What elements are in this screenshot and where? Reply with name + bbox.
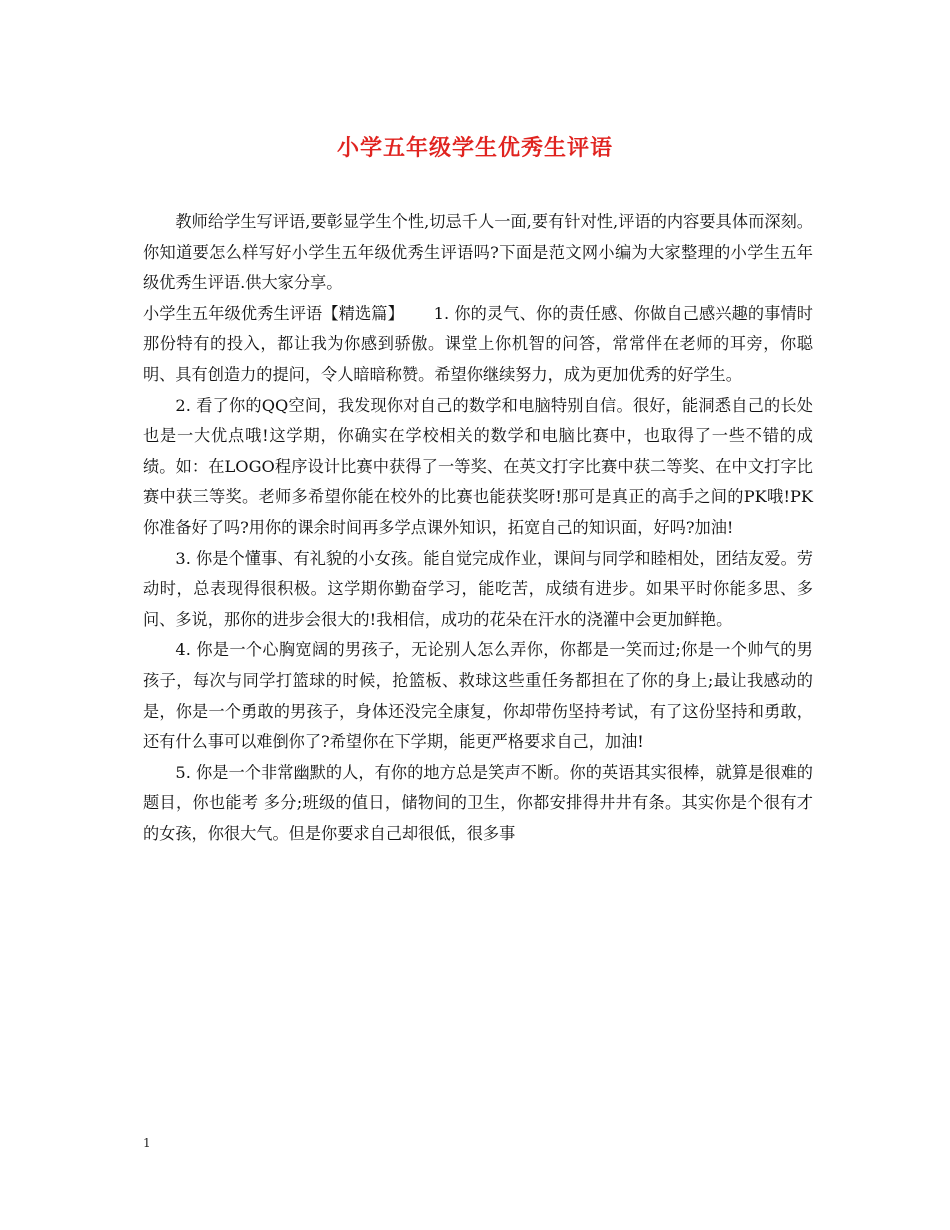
comment-paragraph-5: 5. 你是一个非常幽默的人，有你的地方总是笑声不断。你的英语其实很棒，就算是很难的题目，你也能考 多分;班级的值日，储物间的卫生，你都安排得井井有条。其实你是个很有才的女孩，你很大气。但是你要求自己却很低，很多事	[143, 762, 813, 843]
document-title: 小学五年级学生优秀生评语	[336, 135, 613, 161]
document-body	[143, 207, 813, 849]
comment-paragraph-1: 小学生五年级优秀生评语【精选篇】 1. 你的灵气、你的责任感、你做自己感兴趣的事情时那份特有的投入，都让我为你感到骄傲。课堂上你机智的问答，常常伴在老师的耳旁，你聪明、具有创造力的提问，令人暗暗称赞。希望你继续努力，成为更加优秀的好学生。	[143, 303, 813, 384]
comment-paragraph-3: 3. 你是个懂事、有礼貌的小女孩。能自觉完成作业，课间与同学和睦相处，团结友爱。劳动时，总表现得很积极。这学期你勤奋学习，能吃苦，成绩有进步。如果平时你能多思、多问、多说，那你的进步会很大的!我相信，成功的花朵在汗水的浇灌中会更加鲜艳。	[143, 548, 813, 629]
page-number: 1	[143, 1136, 151, 1150]
intro-paragraph: 教师给学生写评语,要彰显学生个性,切忌千人一面,要有针对性,评语的内容要具体而深刻。你知道要怎么样写好小学生五年级优秀生评语吗?下面是范文网小编为大家整理的小学生五年级优秀生评语.供大家分享。	[143, 212, 813, 293]
comment-paragraph-2: 2. 看了你的QQ空间，我发现你对自己的数学和电脑特别自信。很好，能洞悉自己的长处也是一大优点哦!这学期，你确实在学校相关的数学和电脑比赛中，也取得了一些不错的成绩。如：在LOGO程序设计比赛中获得了一等奖、在英文打字比赛中获二等奖、在中文打字比赛中获三等奖。老师多希望你能在校外的比赛也能获奖呀!那可是真正的高手之间的PK哦!PK你准备好了吗?用你的课余时间再多学点课外知识，拓宽自己的知识面，好吗?加油!	[143, 395, 813, 537]
comment-paragraph-4: 4. 你是一个心胸宽阔的男孩子，无论别人怎么弄你，你都是一笑而过;你是一个帅气的男孩子，每次与同学打篮球的时候，抢篮板、救球这些重任务都担在了你的身上;最让我感动的是，你是一个勇敢的男孩子，身体还没完全康复，你却带伤坚持考试，有了这份坚持和勇敢，还有什么事可以难倒你了?希望你在下学期，能更严格要求自己，加油!	[143, 640, 813, 752]
